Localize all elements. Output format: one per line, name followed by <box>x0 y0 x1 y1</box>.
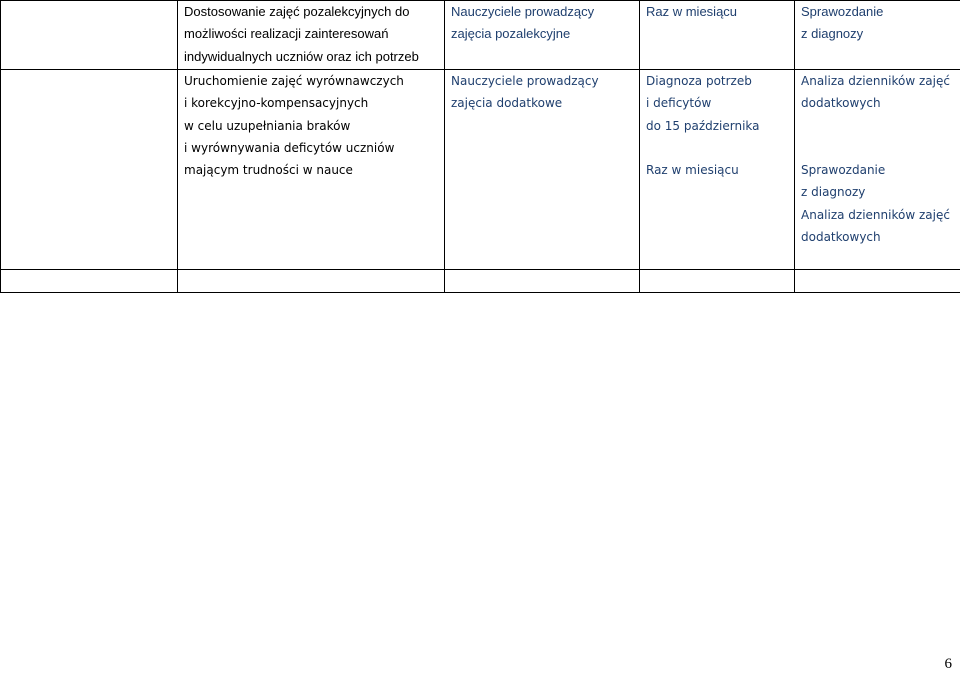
table-row <box>1 270 960 293</box>
cell-text: Nauczyciele prowadzący <box>451 74 599 88</box>
cell-text: Analiza dzienników zajęć <box>801 207 950 222</box>
spacer <box>646 137 788 159</box>
cell-text: indywidualnych uczniów oraz ich potrzeb <box>184 48 419 64</box>
cell-text: Raz w miesiącu <box>646 4 738 19</box>
cell-text: Dostosowanie zajęć pozalekcyjnych do <box>184 4 410 19</box>
page-number: 6 <box>944 656 952 672</box>
blank-cell <box>640 270 795 293</box>
spacer <box>801 137 956 159</box>
cell-text: Nauczyciele prowadzący <box>451 4 595 19</box>
cell-text: mającym trudności w nauce <box>184 163 353 178</box>
cell-text: dodatkowych <box>801 96 881 111</box>
deadline-cell <box>640 1 795 70</box>
blank-cell <box>1 1 178 70</box>
evaluation-cell <box>795 70 960 270</box>
cell-text: Analiza dzienników zajęć <box>801 74 950 88</box>
cell-text: z diagnozy <box>801 185 866 200</box>
cell-text: zajęcia dodatkowe <box>451 96 563 111</box>
cell-text: dodatkowych <box>801 230 881 245</box>
cell-text: Diagnoza potrzeb <box>646 74 752 88</box>
blank-cell <box>1 270 178 293</box>
cell-text: Sprawozdanie <box>801 163 886 178</box>
task-cell <box>178 70 445 270</box>
cell-text: Uruchomienie zajęć wyrównawczych <box>184 74 404 88</box>
blank-cell <box>1 70 178 270</box>
cell-text: w celu uzupełniania braków <box>184 118 351 133</box>
responsible-cell <box>445 70 640 270</box>
cell-text: Raz w miesiącu <box>646 163 739 178</box>
cell-text: i korekcyjno-kompensacyjnych <box>184 96 369 111</box>
cell-text: do 15 października <box>646 118 760 133</box>
plan-table <box>0 0 960 293</box>
cell-text: zajęcia pozalekcyjne <box>451 26 571 42</box>
deadline-cell <box>640 70 795 270</box>
cell-text: i deficytów <box>646 96 712 111</box>
task-cell <box>178 1 445 70</box>
blank-cell <box>795 270 960 293</box>
cell-text: i wyrównywania deficytów uczniów <box>184 140 395 155</box>
cell-text: możliwości realizacji zainteresowań <box>184 26 389 42</box>
cell-text: Sprawozdanie <box>801 4 884 19</box>
blank-cell <box>445 270 640 293</box>
spacer <box>801 115 956 137</box>
blank-cell <box>178 270 445 293</box>
evaluation-cell <box>795 1 960 70</box>
responsible-cell <box>445 1 640 70</box>
table-row <box>1 1 960 70</box>
table-row <box>1 70 960 270</box>
cell-text: z diagnozy <box>801 26 864 42</box>
